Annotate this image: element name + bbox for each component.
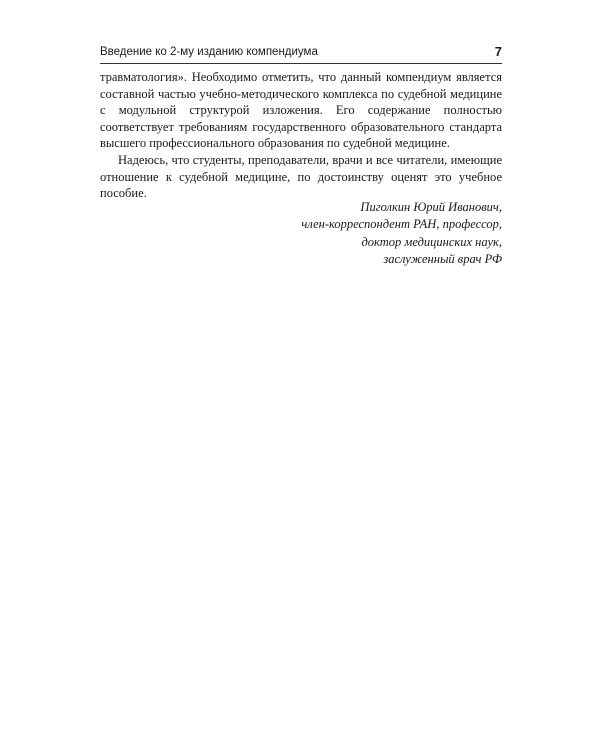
signature-block bbox=[301, 199, 502, 269]
header-divider bbox=[100, 63, 502, 64]
signature-title-1: член-корреспондент РАН, профессор, bbox=[301, 217, 502, 232]
running-header-title: Введение ко 2-му изданию компендиума bbox=[100, 46, 318, 58]
page-header bbox=[100, 46, 502, 64]
signature-title-2: доктор медицинских наук, bbox=[361, 234, 502, 249]
paragraph-2: Надеюсь, что студенты, преподаватели, врачи и все читатели, имеющие отношение к судебной медицине, по достоинству оценят это учебное пособие. bbox=[100, 152, 502, 201]
signature-name: Пиголкин Юрий Иванович, bbox=[360, 200, 502, 214]
page-number: 7 bbox=[494, 44, 502, 59]
signature-title-3: заслуженный врач РФ bbox=[383, 252, 502, 267]
body-text bbox=[100, 69, 502, 202]
paragraph-1: травматология». Необходимо отметить, что данный компендиум является составной частью учебно-методического комплекса по судебной медицине с модульной структурой изложения. Его содержание полностью соответствует требованиям государственного образовательного стандарта высшего профессионального образования по судебной медицине. bbox=[100, 70, 502, 151]
